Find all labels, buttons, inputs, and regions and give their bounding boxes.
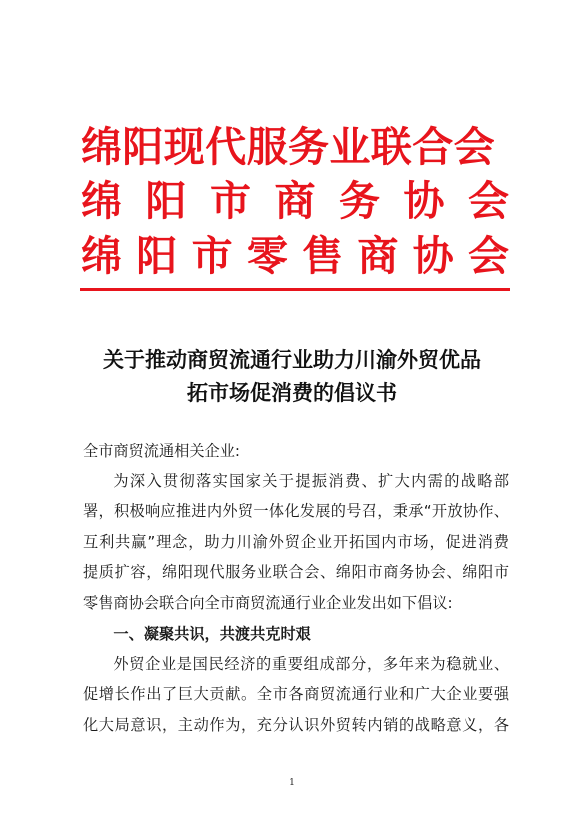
document-title-line-1: 关于推动商贸流通行业助力川渝外贸优品 xyxy=(103,347,481,372)
salutation: 全市商贸流通相关企业: xyxy=(83,442,240,460)
org-char: 会 xyxy=(467,232,509,280)
page-number: 1 xyxy=(289,778,295,788)
paragraph-line: 互利共赢”理念，助力川渝外贸企业开拓国内市场，促进消费 xyxy=(83,532,509,551)
org-char: 售 xyxy=(302,232,344,280)
org-char: 市 xyxy=(210,177,251,225)
org-char: 务 xyxy=(339,177,380,225)
org-char: 协 xyxy=(412,232,454,280)
org-char: 协 xyxy=(403,177,445,225)
org-name-retail-association xyxy=(81,232,509,280)
org-char: 市 xyxy=(191,232,233,280)
paragraph-line: 促增长作出了巨大贡献。全市各商贸流通行业和广大企业要强 xyxy=(83,685,509,704)
section-heading-1: 一、凝聚共识，共渡共克时艰 xyxy=(113,625,311,643)
paragraph-line: 为深入贯彻落实国家关于提振消费、扩大内需的战略部 xyxy=(113,472,509,490)
org-char: 阳 xyxy=(136,232,178,280)
org-char: 绵 xyxy=(81,177,122,225)
org-char: 绵 xyxy=(81,232,122,280)
paragraph-1 xyxy=(83,466,509,618)
paragraph-line: 化大局意识，主动作为，充分认识外贸转内销的战略意义，各 xyxy=(83,715,509,734)
org-char: 阳 xyxy=(145,177,187,225)
paragraph-line: 零售商协会联合向全市商贸流通行业企业发出如下倡议: xyxy=(83,593,453,612)
org-name-modern-service-federation: 绵阳现代服务业联合会 xyxy=(81,123,495,171)
org-char: 会 xyxy=(468,177,509,225)
document-title-line-2: 拓市场促消费的倡议书 xyxy=(187,380,397,405)
org-char: 零 xyxy=(246,232,288,280)
org-char: 商 xyxy=(274,177,316,225)
paragraph-line: 外贸企业是国民经济的重要组成部分，多年来为稳就业、 xyxy=(113,655,509,673)
paragraph-line: 署，积极响应推进内外贸一体化发展的号召，秉承“开放协作、 xyxy=(83,502,509,521)
letterhead-divider xyxy=(80,288,510,291)
org-name-commerce-association xyxy=(81,177,509,225)
org-char: 商 xyxy=(357,232,399,280)
paragraph-line: 提质扩容，绵阳现代服务业联合会、绵阳市商务协会、绵阳市 xyxy=(83,563,509,582)
paragraph-2 xyxy=(83,649,509,740)
